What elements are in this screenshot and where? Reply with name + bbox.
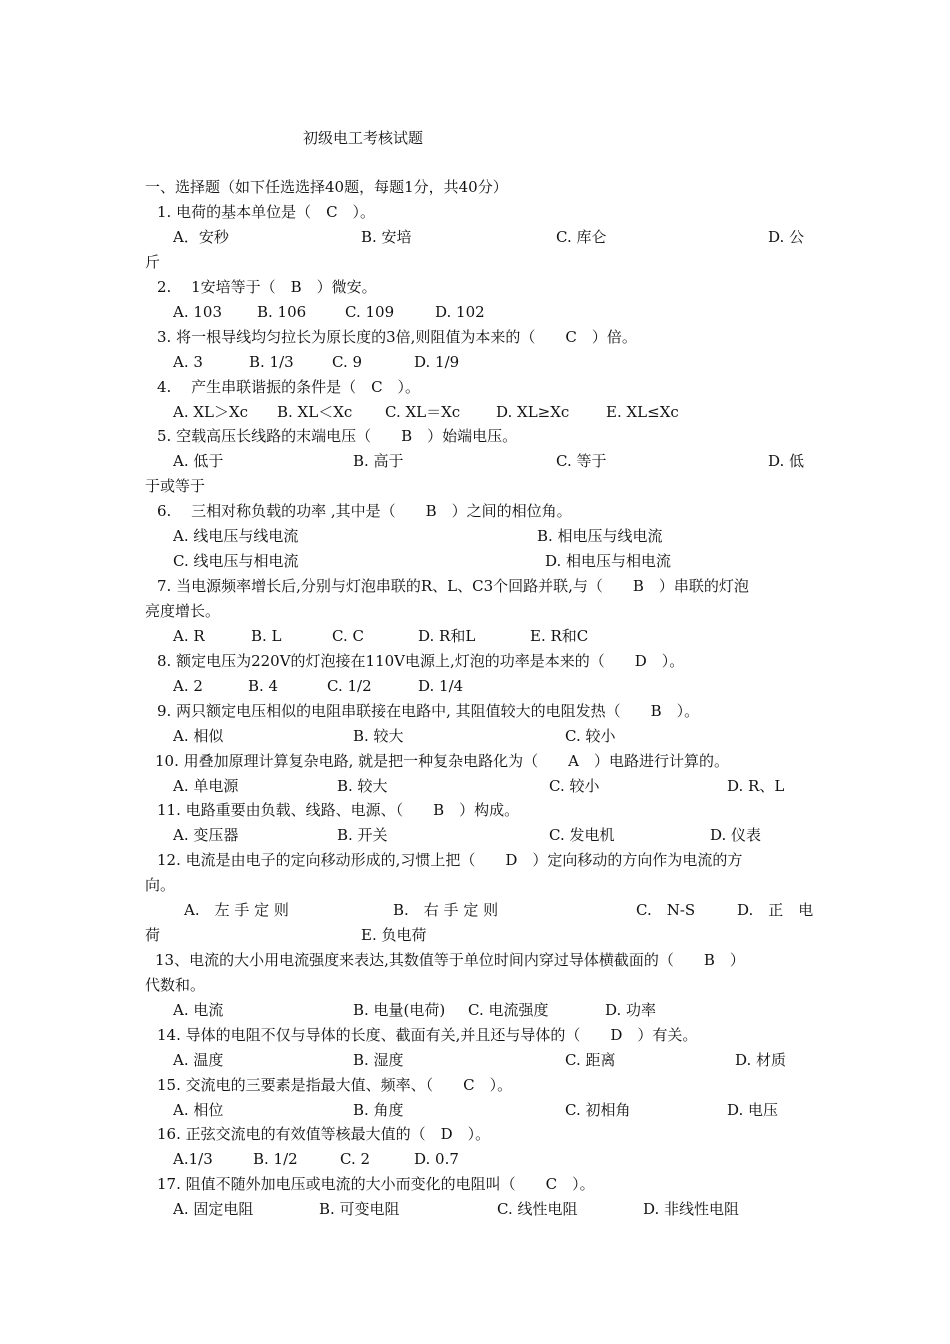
q3-option-d: D. 1/9 (414, 353, 460, 371)
q16-option-b: B. 1/2 (253, 1150, 298, 1168)
question-1: 1. 电荷的基本单位是（ C ）。 (157, 203, 376, 221)
q15-option-b: B. 角度 (353, 1101, 404, 1119)
q13-option-c: C. 电流强度 (468, 1001, 549, 1019)
q2-option-c: C. 109 (345, 303, 395, 321)
section-heading: 一、选择题（如下任选选择40题，每题1分，共40分） (145, 178, 508, 196)
q3-option-a: A. 3 (173, 353, 203, 371)
q14-option-d: D. 材质 (735, 1051, 787, 1069)
q9-option-c: C. 较小 (565, 727, 616, 745)
q14-option-b: B. 湿度 (353, 1051, 404, 1069)
q5-option-d: D. 低 (768, 452, 805, 470)
q4-option-e: E. XL≤Xc (606, 403, 679, 421)
q5-option-d-cont: 于或等于 (145, 477, 206, 495)
q13-option-b: B. 电量(电荷) (353, 1001, 446, 1019)
q9-option-a: A. 相似 (173, 727, 224, 745)
q11-option-b: B. 开关 (337, 826, 388, 844)
q12-option-a: A. 左 手 定 则 (184, 901, 289, 919)
q16-option-c: C. 2 (340, 1150, 371, 1168)
q4-option-b: B. XL＜Xc (277, 403, 353, 421)
q7-option-d: D. R和L (418, 627, 476, 645)
q13-option-a: A. 电流 (173, 1001, 224, 1019)
q12-option-e: E. 负电荷 (361, 926, 427, 944)
q1-option-d: D. 公 (768, 228, 805, 246)
q2-option-d: D. 102 (435, 303, 485, 321)
question-15: 15. 交流电的三要素是指最大值、频率、（ C ）。 (157, 1076, 513, 1094)
question-4: 4. 产生串联谐振的条件是（ C ）。 (157, 378, 421, 396)
q8-option-b: B. 4 (248, 677, 279, 695)
q5-option-b: B. 高于 (353, 452, 404, 470)
q6-option-b: B. 相电压与线电流 (537, 527, 663, 545)
q10-option-b: B. 较大 (337, 777, 388, 795)
question-6: 6. 三相对称负载的功率 ,其中是（ B ）之间的相位角。 (157, 502, 572, 520)
q16-option-a: A.1/3 (173, 1150, 213, 1168)
doc-title: 初级电工考核试题 (303, 129, 424, 147)
question-2: 2. 1安培等于（ B ）微安。 (157, 278, 377, 296)
q3-option-c: C. 9 (332, 353, 363, 371)
q6-option-d: D. 相电压与相电流 (545, 552, 672, 570)
q6-option-a: A. 线电压与线电流 (173, 527, 299, 545)
q5-option-c: C. 等于 (556, 452, 607, 470)
q1-option-a: A．安秒 (173, 228, 229, 246)
q11-option-d: D. 仪表 (710, 826, 762, 844)
q4-option-c: C. XL＝Xc (385, 403, 461, 421)
q14-option-a: A. 温度 (173, 1051, 224, 1069)
q17-option-c: C. 线性电阻 (497, 1200, 578, 1218)
question-7: 7. 当电源频率增长后,分别与灯泡串联的R、L、C3个回路并联,与（ B ）串联的灯泡 (157, 577, 749, 595)
q17-option-b: B. 可变电阻 (319, 1200, 400, 1218)
q4-option-a: A. XL＞Xc (173, 403, 249, 421)
question-17: 17. 阻值不随外加电压或电流的大小而变化的电阻叫（ C ）。 (157, 1175, 595, 1193)
q13-option-d: D. 功率 (605, 1001, 657, 1019)
q7-option-e: E. R和C (530, 627, 589, 645)
q11-option-c: C. 发电机 (549, 826, 615, 844)
q1-option-c: C. 库仑 (556, 228, 607, 246)
question-10: 10. 用叠加原理计算复杂电路, 就是把一种复杂电路化为（ A ）电路进行计算的。 (155, 752, 729, 770)
q2-option-a: A. 103 (173, 303, 222, 321)
q2-option-b: B. 106 (257, 303, 307, 321)
q7-option-a: A. R (173, 627, 205, 645)
question-16: 16. 正弦交流电的有效值等核最大值的（ D ）。 (157, 1125, 491, 1143)
q7-option-c: C. C (332, 627, 364, 645)
q10-option-c: C. 较小 (549, 777, 600, 795)
q17-option-d: D. 非线性电阻 (643, 1200, 740, 1218)
question-13-cont: 代数和。 (145, 976, 206, 994)
question-7-cont: 亮度增长。 (145, 602, 221, 620)
question-14: 14. 导体的电阻不仅与导体的长度、截面有关,并且还与导体的（ D ）有关。 (157, 1026, 698, 1044)
q7-option-b: B. L (251, 627, 282, 645)
q12-option-d-cont: 荷 (145, 926, 161, 944)
q8-option-a: A. 2 (173, 677, 203, 695)
question-12: 12. 电流是由电子的定向移动形成的,习惯上把（ D ）定向移动的方向作为电流的方 (157, 851, 743, 869)
question-11: 11. 电路重要由负载、线路、电源、（ B ）构成。 (157, 801, 520, 819)
q12-option-d: D. 正 电 (737, 901, 814, 919)
q6-option-c: C. 线电压与相电流 (173, 552, 299, 570)
question-8: 8. 额定电压为220V的灯泡接在110V电源上,灯泡的功率是本来的（ D ）。 (157, 652, 685, 670)
q15-option-c: C. 初相角 (565, 1101, 631, 1119)
q5-option-a: A. 低于 (173, 452, 224, 470)
q4-option-d: D. XL≥Xc (496, 403, 570, 421)
q16-option-d: D. 0.7 (414, 1150, 459, 1168)
question-3: 3. 将一根导线均匀拉长为原长度的3倍,则阻值为本来的（ C ）倍。 (157, 328, 637, 346)
q1-option-b: B. 安培 (361, 228, 412, 246)
q10-option-a: A. 单电源 (173, 777, 239, 795)
q14-option-c: C. 距离 (565, 1051, 616, 1069)
q12-option-c: C. N-S (636, 901, 696, 919)
q11-option-a: A. 变压器 (173, 826, 239, 844)
q1-option-d-cont: 斤 (145, 253, 161, 271)
q15-option-d: D. 电压 (727, 1101, 779, 1119)
q8-option-c: C. 1/2 (327, 677, 372, 695)
question-9: 9. 两只额定电压相似的电阻串联接在电路中, 其阻值较大的电阻发热（ B ）。 (157, 702, 700, 720)
q3-option-b: B. 1/3 (249, 353, 294, 371)
q10-option-d: D. R、L (727, 777, 785, 795)
question-13: 13、电流的大小用电流强度来表达,其数值等于单位时间内穿过导体横截面的（ B ） (155, 951, 745, 969)
q17-option-a: A. 固定电阻 (173, 1200, 254, 1218)
q9-option-b: B. 较大 (353, 727, 404, 745)
q15-option-a: A. 相位 (173, 1101, 224, 1119)
q8-option-d: D. 1/4 (418, 677, 464, 695)
question-5: 5. 空载高压长线路的末端电压（ B ）始端电压。 (157, 427, 518, 445)
q12-option-b: B. 右 手 定 则 (393, 901, 499, 919)
question-12-cont: 向。 (145, 876, 176, 894)
